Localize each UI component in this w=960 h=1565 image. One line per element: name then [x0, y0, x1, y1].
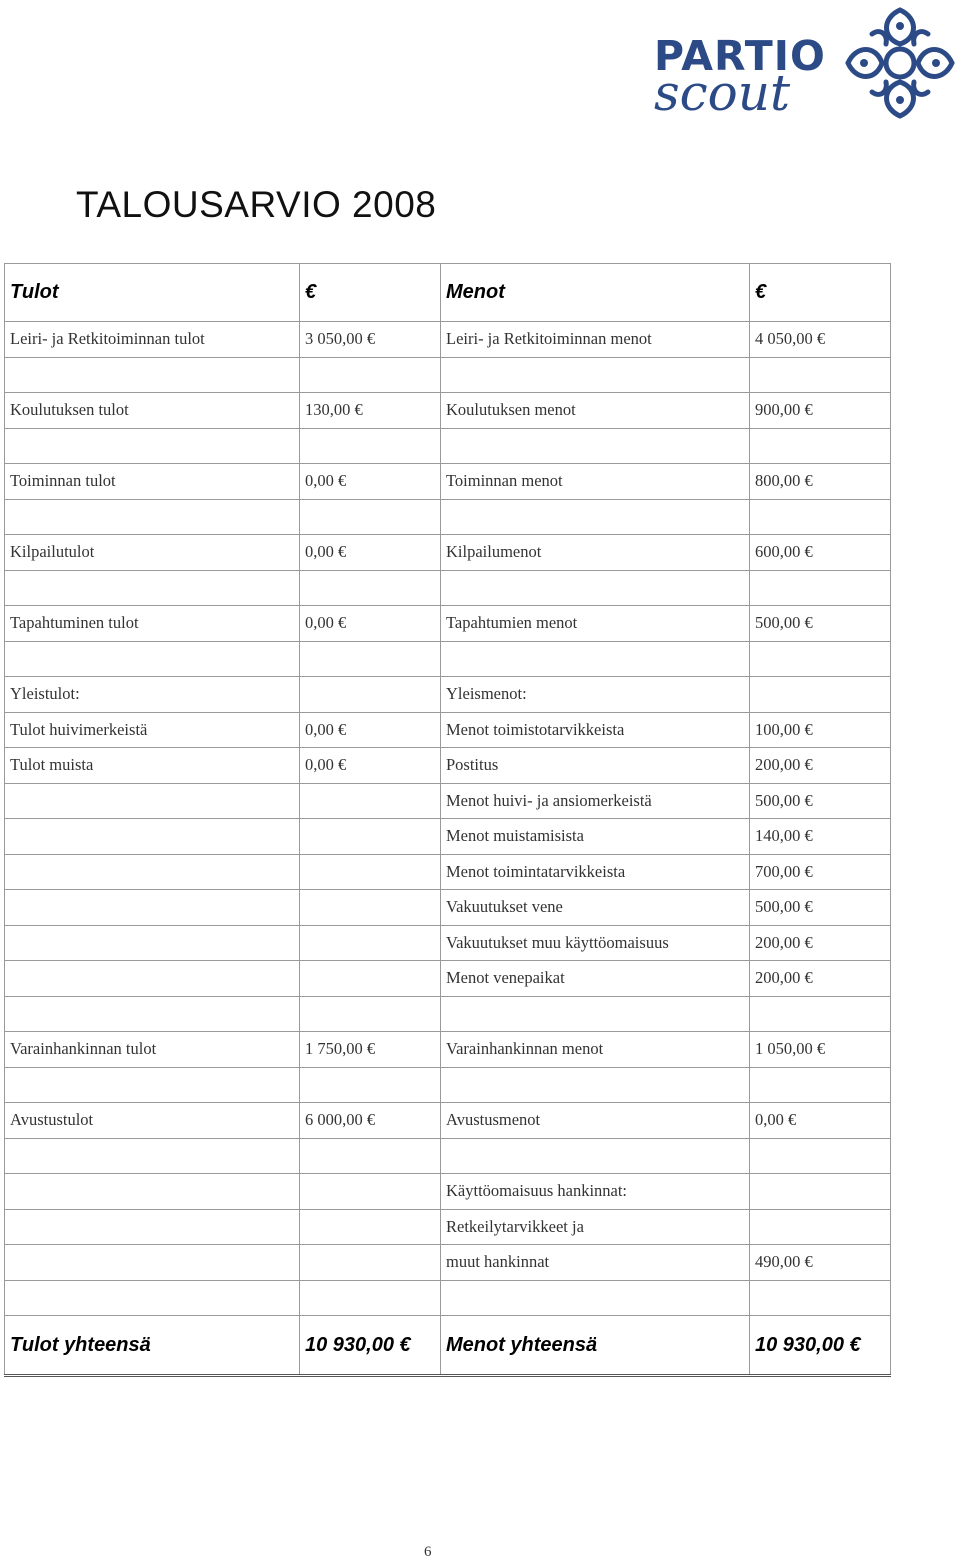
income-amount-cell: [300, 641, 441, 677]
expense-label-cell: Menot huivi- ja ansiomerkeistä: [441, 783, 750, 819]
expense-amount-cell: [750, 428, 891, 464]
expense-amount-cell: 4 050,00 €: [750, 322, 891, 358]
expense-unit-header: €: [750, 264, 891, 322]
table-row: [5, 1280, 891, 1316]
income-amount-cell: [300, 925, 441, 961]
table-row: [5, 677, 891, 713]
income-label-cell: [5, 854, 300, 890]
income-amount-cell: 130,00 €: [300, 393, 441, 429]
expense-label-cell: Käyttöomaisuus hankinnat:: [441, 1174, 750, 1210]
table-row: [5, 783, 891, 819]
logo-text-partio: PARTIO: [654, 32, 826, 80]
income-amount-cell: [300, 890, 441, 926]
expense-label-cell: Varainhankinnan menot: [441, 1032, 750, 1068]
expense-label-cell: [441, 996, 750, 1032]
income-label-cell: [5, 428, 300, 464]
table-row: [5, 1103, 891, 1139]
expense-amount-cell: 0,00 €: [750, 1103, 891, 1139]
income-label-cell: Koulutuksen tulot: [5, 393, 300, 429]
budget-table-body: [5, 264, 891, 1376]
expense-label-cell: [441, 1067, 750, 1103]
expense-amount-cell: [750, 641, 891, 677]
income-amount-cell: 0,00 €: [300, 748, 441, 784]
table-row: [5, 1174, 891, 1210]
income-amount-cell: 6 000,00 €: [300, 1103, 441, 1139]
expense-amount-cell: 700,00 €: [750, 854, 891, 890]
expense-label-cell: Koulutuksen menot: [441, 393, 750, 429]
expense-amount-cell: 200,00 €: [750, 748, 891, 784]
table-row: [5, 1245, 891, 1281]
table-row: [5, 1138, 891, 1174]
expense-amount-cell: 500,00 €: [750, 606, 891, 642]
expense-label-cell: [441, 357, 750, 393]
expense-amount-cell: 100,00 €: [750, 712, 891, 748]
expense-total-amount: 10 930,00 €: [750, 1316, 891, 1376]
table-row: [5, 854, 891, 890]
income-label-cell: Varainhankinnan tulot: [5, 1032, 300, 1068]
table-row: [5, 748, 891, 784]
table-row: [5, 1209, 891, 1245]
table-row: [5, 996, 891, 1032]
income-amount-cell: [300, 783, 441, 819]
income-amount-cell: [300, 1174, 441, 1210]
income-label-cell: [5, 1174, 300, 1210]
income-amount-cell: [300, 499, 441, 535]
table-row: [5, 428, 891, 464]
expense-amount-cell: 200,00 €: [750, 925, 891, 961]
expense-amount-cell: [750, 1280, 891, 1316]
logo-text-scout: scout: [654, 64, 791, 122]
expense-label-cell: Toiminnan menot: [441, 464, 750, 500]
expense-label-cell: Yleismenot:: [441, 677, 750, 713]
table-row: [5, 499, 891, 535]
table-row: [5, 1067, 891, 1103]
expense-amount-cell: [750, 1067, 891, 1103]
expense-amount-cell: [750, 1138, 891, 1174]
expense-amount-cell: 500,00 €: [750, 783, 891, 819]
income-label-cell: [5, 819, 300, 855]
table-row: [5, 961, 891, 997]
income-amount-cell: 0,00 €: [300, 606, 441, 642]
income-label-cell: Avustustulot: [5, 1103, 300, 1139]
expense-label-cell: Retkeilytarvikkeet ja: [441, 1209, 750, 1245]
expense-total-label: Menot yhteensä: [441, 1316, 750, 1376]
expense-amount-cell: 800,00 €: [750, 464, 891, 500]
table-row: [5, 819, 891, 855]
income-label-cell: [5, 570, 300, 606]
income-label-cell: Yleistulot:: [5, 677, 300, 713]
document-title: TALOUSARVIO 2008: [76, 184, 437, 225]
income-label-cell: [5, 641, 300, 677]
expense-label-cell: [441, 1280, 750, 1316]
income-amount-cell: 3 050,00 €: [300, 322, 441, 358]
income-label-cell: Tapahtuminen tulot: [5, 606, 300, 642]
expense-amount-cell: [750, 1174, 891, 1210]
expense-label-cell: Avustusmenot: [441, 1103, 750, 1139]
income-amount-cell: [300, 677, 441, 713]
income-unit-header: €: [300, 264, 441, 322]
expense-amount-cell: [750, 677, 891, 713]
income-amount-cell: [300, 961, 441, 997]
expense-label-cell: muut hankinnat: [441, 1245, 750, 1281]
expense-label-cell: [441, 499, 750, 535]
expense-amount-cell: 490,00 €: [750, 1245, 891, 1281]
income-label-cell: [5, 499, 300, 535]
expense-label-cell: Vakuutukset muu käyttöomaisuus: [441, 925, 750, 961]
expense-amount-cell: 500,00 €: [750, 890, 891, 926]
income-label-cell: Leiri- ja Retkitoiminnan tulot: [5, 322, 300, 358]
income-label-cell: [5, 890, 300, 926]
income-label-cell: [5, 1067, 300, 1103]
table-row: [5, 464, 891, 500]
income-amount-cell: [300, 1209, 441, 1245]
table-row: [5, 357, 891, 393]
income-amount-cell: 1 750,00 €: [300, 1032, 441, 1068]
income-amount-cell: 0,00 €: [300, 464, 441, 500]
expense-label-cell: Vakuutukset vene: [441, 890, 750, 926]
expense-amount-cell: 900,00 €: [750, 393, 891, 429]
income-amount-cell: [300, 1067, 441, 1103]
expense-amount-cell: [750, 499, 891, 535]
income-label-cell: Tulot muista: [5, 748, 300, 784]
expense-label-cell: [441, 570, 750, 606]
income-label-cell: [5, 996, 300, 1032]
income-label-cell: [5, 1245, 300, 1281]
income-amount-cell: [300, 570, 441, 606]
income-amount-cell: [300, 428, 441, 464]
expense-amount-cell: [750, 996, 891, 1032]
table-row: [5, 606, 891, 642]
expense-header: Menot: [441, 264, 750, 322]
income-amount-cell: [300, 357, 441, 393]
expense-amount-cell: [750, 570, 891, 606]
expense-label-cell: Kilpailumenot: [441, 535, 750, 571]
expense-amount-cell: 140,00 €: [750, 819, 891, 855]
income-header: Tulot: [5, 264, 300, 322]
income-amount-cell: [300, 996, 441, 1032]
income-label-cell: [5, 925, 300, 961]
income-label-cell: [5, 1138, 300, 1174]
income-amount-cell: [300, 819, 441, 855]
partio-scout-logo: [648, 4, 960, 124]
income-label-cell: Toiminnan tulot: [5, 464, 300, 500]
income-amount-cell: [300, 1280, 441, 1316]
income-label-cell: [5, 1209, 300, 1245]
income-amount-cell: 0,00 €: [300, 535, 441, 571]
income-label-cell: [5, 1280, 300, 1316]
expense-amount-cell: 1 050,00 €: [750, 1032, 891, 1068]
expense-label-cell: Menot muistamisista: [441, 819, 750, 855]
expense-label-cell: [441, 641, 750, 677]
income-amount-cell: [300, 854, 441, 890]
table-row: [5, 641, 891, 677]
expense-label-cell: Postitus: [441, 748, 750, 784]
table-header-row: [5, 264, 891, 322]
income-total-label: Tulot yhteensä: [5, 1316, 300, 1376]
budget-table: [4, 263, 891, 1377]
income-label-cell: [5, 357, 300, 393]
table-row: [5, 925, 891, 961]
income-label-cell: Tulot huivimerkeistä: [5, 712, 300, 748]
table-row: [5, 890, 891, 926]
table-row: [5, 322, 891, 358]
expense-amount-cell: [750, 357, 891, 393]
table-row: [5, 570, 891, 606]
page-number: 6: [424, 1544, 432, 1560]
expense-amount-cell: 600,00 €: [750, 535, 891, 571]
expense-label-cell: Menot toimistotarvikkeista: [441, 712, 750, 748]
table-total-row: [5, 1316, 891, 1376]
income-amount-cell: [300, 1138, 441, 1174]
income-label-cell: [5, 961, 300, 997]
expense-label-cell: Tapahtumien menot: [441, 606, 750, 642]
expense-label-cell: [441, 428, 750, 464]
income-total-amount: 10 930,00 €: [300, 1316, 441, 1376]
expense-label-cell: Menot venepaikat: [441, 961, 750, 997]
table-row: [5, 535, 891, 571]
expense-amount-cell: 200,00 €: [750, 961, 891, 997]
expense-amount-cell: [750, 1209, 891, 1245]
expense-label-cell: Menot toimintatarvikkeista: [441, 854, 750, 890]
scout-emblem-icon: [842, 4, 958, 122]
table-row: [5, 393, 891, 429]
income-label-cell: [5, 783, 300, 819]
table-row: [5, 1032, 891, 1068]
table-row: [5, 712, 891, 748]
expense-label-cell: [441, 1138, 750, 1174]
expense-label-cell: Leiri- ja Retkitoiminnan menot: [441, 322, 750, 358]
income-amount-cell: 0,00 €: [300, 712, 441, 748]
income-amount-cell: [300, 1245, 441, 1281]
income-label-cell: Kilpailutulot: [5, 535, 300, 571]
